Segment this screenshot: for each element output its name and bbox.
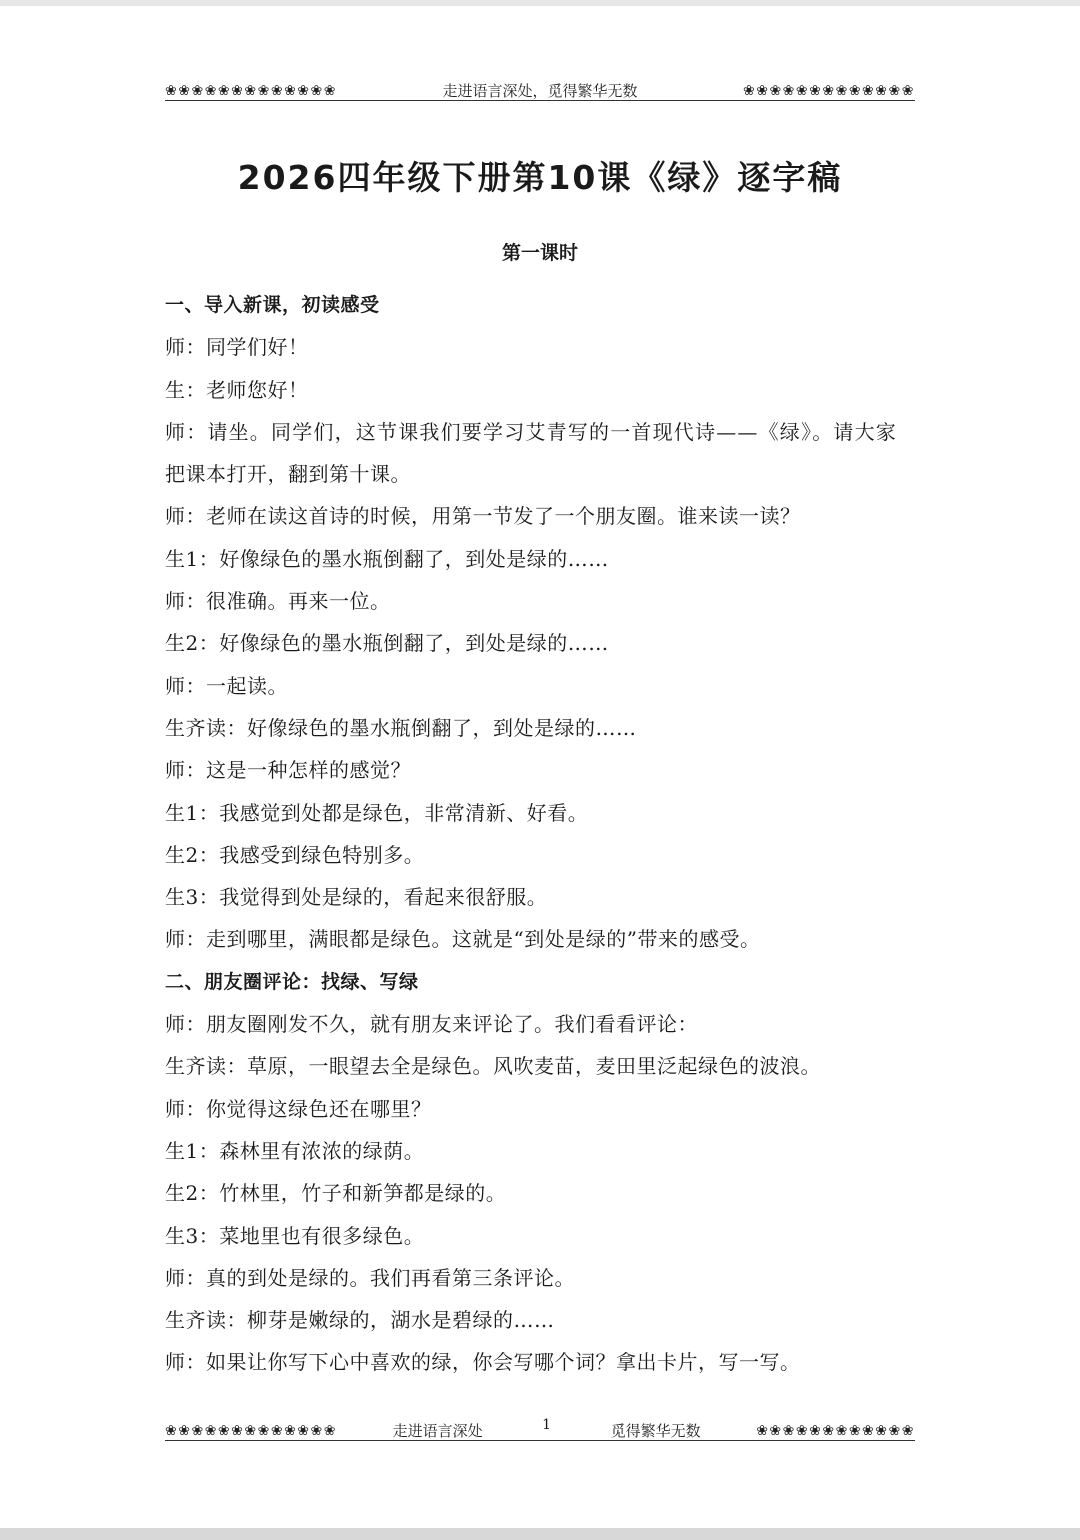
footer-motto-left: 走进语言深处 — [392, 1422, 483, 1440]
dialogue-line: 生齐读：柳芽是嫩绿的，湖水是碧绿的…… — [165, 1308, 555, 1333]
dialogue-line: 师：老师在读这首诗的时候，用第一节发了一个朋友圈。谁来读一读？ — [165, 504, 801, 529]
dialogue-line: 师：一起读。 — [165, 673, 288, 698]
dialogue-line: 师：很准确。再来一位。 — [165, 589, 391, 614]
document-title: 2026四年级下册第10课《绿》逐字稿 — [237, 158, 843, 197]
dialogue-line: 生：老师您好！ — [165, 377, 309, 402]
dialogue-line: 生1：森林里有浓浓的绿荫。 — [165, 1138, 425, 1163]
dialogue-line: 师：如果让你写下心中喜欢的绿，你会写哪个词？拿出卡片，写一写。 — [165, 1350, 801, 1375]
section-heading: 二、朋友圈评论：找绿、写绿 — [165, 970, 419, 993]
dialogue-line: 师：请坐。同学们，这节课我们要学习艾青写的一首现代诗——《绿》。请大家 — [165, 419, 897, 444]
dialogue-line: 师：你觉得这绿色还在哪里？ — [165, 1096, 432, 1121]
transcript-body — [165, 284, 917, 1384]
dialogue-line: 师：同学们好！ — [165, 335, 309, 360]
dialogue-line: 生齐读：草原，一眼望去全是绿色。风吹麦苗，麦田里泛起绿色的波浪。 — [165, 1054, 821, 1079]
dialogue-line: 把课本打开，翻到第十课。 — [165, 462, 411, 487]
dialogue-line: 生齐读：好像绿色的墨水瓶倒翻了，到处是绿的…… — [165, 715, 637, 740]
header-flower-border-left: ❀❀❀❀❀❀❀❀❀❀❀❀❀ — [165, 83, 337, 99]
dialogue-line: 师：这是一种怎样的感觉？ — [165, 758, 411, 783]
dialogue-line: 生2：我感受到绿色特别多。 — [165, 842, 425, 867]
document-page — [0, 6, 1080, 1528]
header-flower-border-right: ❀❀❀❀❀❀❀❀❀❀❀❀❀ — [742, 83, 915, 99]
session-title: 第一课时 — [501, 242, 578, 264]
footer-flower-border-left: ❀❀❀❀❀❀❀❀❀❀❀❀❀ — [165, 1423, 337, 1439]
page-number: 1 — [542, 1418, 552, 1433]
dialogue-line: 生1：我感觉到处都是绿色，非常清新、好看。 — [165, 800, 589, 825]
dialogue-line: 生3：菜地里也有很多绿色。 — [165, 1223, 425, 1248]
dialogue-line: 师：真的到处是绿的。我们再看第三条评论。 — [165, 1265, 575, 1290]
header-motto: 走进语言深处，觅得繁华无数 — [442, 82, 638, 100]
dialogue-line: 生1：好像绿色的墨水瓶倒翻了，到处是绿的…… — [165, 546, 609, 571]
viewer-bottom-strip — [0, 1528, 1080, 1540]
dialogue-line: 师：朋友圈刚发不久，就有朋友来评论了。我们看看评论： — [165, 1012, 698, 1037]
dialogue-line: 生3：我觉得到处是绿的，看起来很舒服。 — [165, 885, 548, 910]
dialogue-line: 生2：好像绿色的墨水瓶倒翻了，到处是绿的…… — [165, 631, 609, 656]
footer-flower-border-right: ❀❀❀❀❀❀❀❀❀❀❀❀ — [756, 1423, 915, 1439]
dialogue-line: 生2：竹林里，竹子和新笋都是绿的。 — [165, 1181, 507, 1206]
page-footer — [165, 1418, 915, 1441]
footer-motto-right: 觅得繁华无数 — [610, 1422, 701, 1440]
page-header — [165, 78, 915, 101]
dialogue-line: 师：走到哪里，满眼都是绿色。这就是“到处是绿的”带来的感受。 — [165, 927, 761, 952]
section-heading: 一、导入新课，初读感受 — [165, 294, 380, 316]
